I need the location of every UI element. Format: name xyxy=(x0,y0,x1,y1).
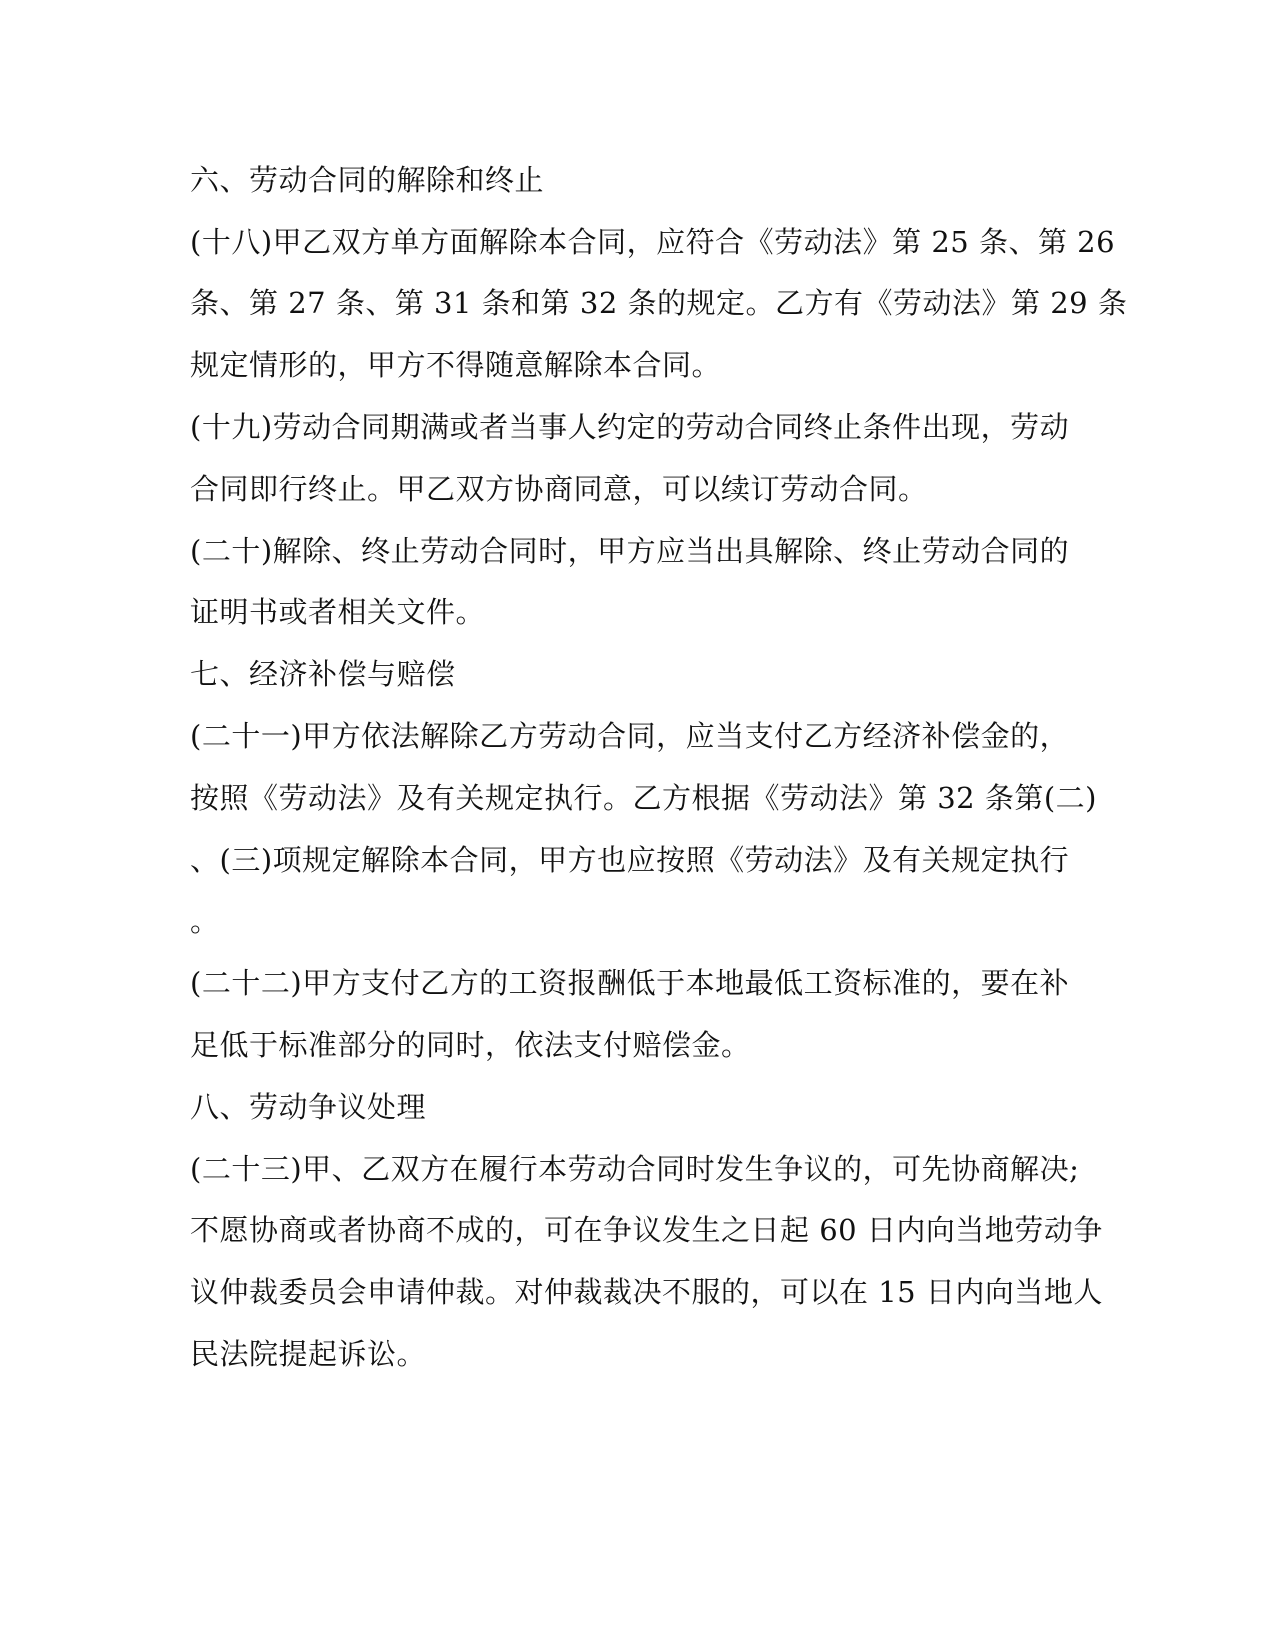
clause-19-line-2: 合同即行终止。甲乙双方协商同意，可以续订劳动合同。 xyxy=(190,472,928,506)
clause-21-line-3: 、(三)项规定解除本合同，甲方也应按照《劳动法》及有关规定执行 xyxy=(190,843,1070,877)
clause-22-line-2: 足低于标准部分的同时，依法支付赔偿金。 xyxy=(190,1028,751,1062)
section-heading-termination: 六、劳动合同的解除和终止 xyxy=(190,163,545,197)
clause-21-line-1: (二十一)甲方依法解除乙方劳动合同，应当支付乙方经济补偿金的， xyxy=(190,719,1070,753)
clause-20-line-1: (二十)解除、终止劳动合同时，甲方应当出具解除、终止劳动合同的 xyxy=(190,534,1070,568)
clause-18-line-1: (十八)甲乙双方单方面解除本合同，应符合《劳动法》第 25 条、第 26 xyxy=(190,225,1116,259)
clause-21-line-4: 。 xyxy=(190,904,220,938)
clause-19-line-1: (十九)劳动合同期满或者当事人约定的劳动合同终止条件出现，劳动 xyxy=(190,410,1070,444)
clause-21-line-2: 按照《劳动法》及有关规定执行。乙方根据《劳动法》第 32 条第(二) xyxy=(190,781,1097,815)
clause-18-line-2: 条、第 27 条、第 31 条和第 32 条的规定。乙方有《劳动法》第 29 条 xyxy=(190,286,1128,320)
clause-18-line-3: 规定情形的，甲方不得随意解除本合同。 xyxy=(190,348,722,382)
clause-23-line-4: 民法院提起诉讼。 xyxy=(190,1337,427,1371)
clause-22-line-1: (二十二)甲方支付乙方的工资报酬低于本地最低工资标准的，要在补 xyxy=(190,966,1070,1000)
section-heading-disputes: 八、劳动争议处理 xyxy=(190,1090,427,1124)
clause-23-line-3: 议仲裁委员会申请仲裁。对仲裁裁决不服的，可以在 15 日内向当地人 xyxy=(190,1275,1103,1309)
clause-23-line-2: 不愿协商或者协商不成的，可在争议发生之日起 60 日内向当地劳动争 xyxy=(190,1213,1103,1247)
clause-20-line-2: 证明书或者相关文件。 xyxy=(190,595,486,629)
section-heading-compensation: 七、经济补偿与赔偿 xyxy=(190,657,456,691)
clause-23-line-1: (二十三)甲、乙双方在履行本劳动合同时发生争议的，可先协商解决; xyxy=(190,1152,1080,1186)
